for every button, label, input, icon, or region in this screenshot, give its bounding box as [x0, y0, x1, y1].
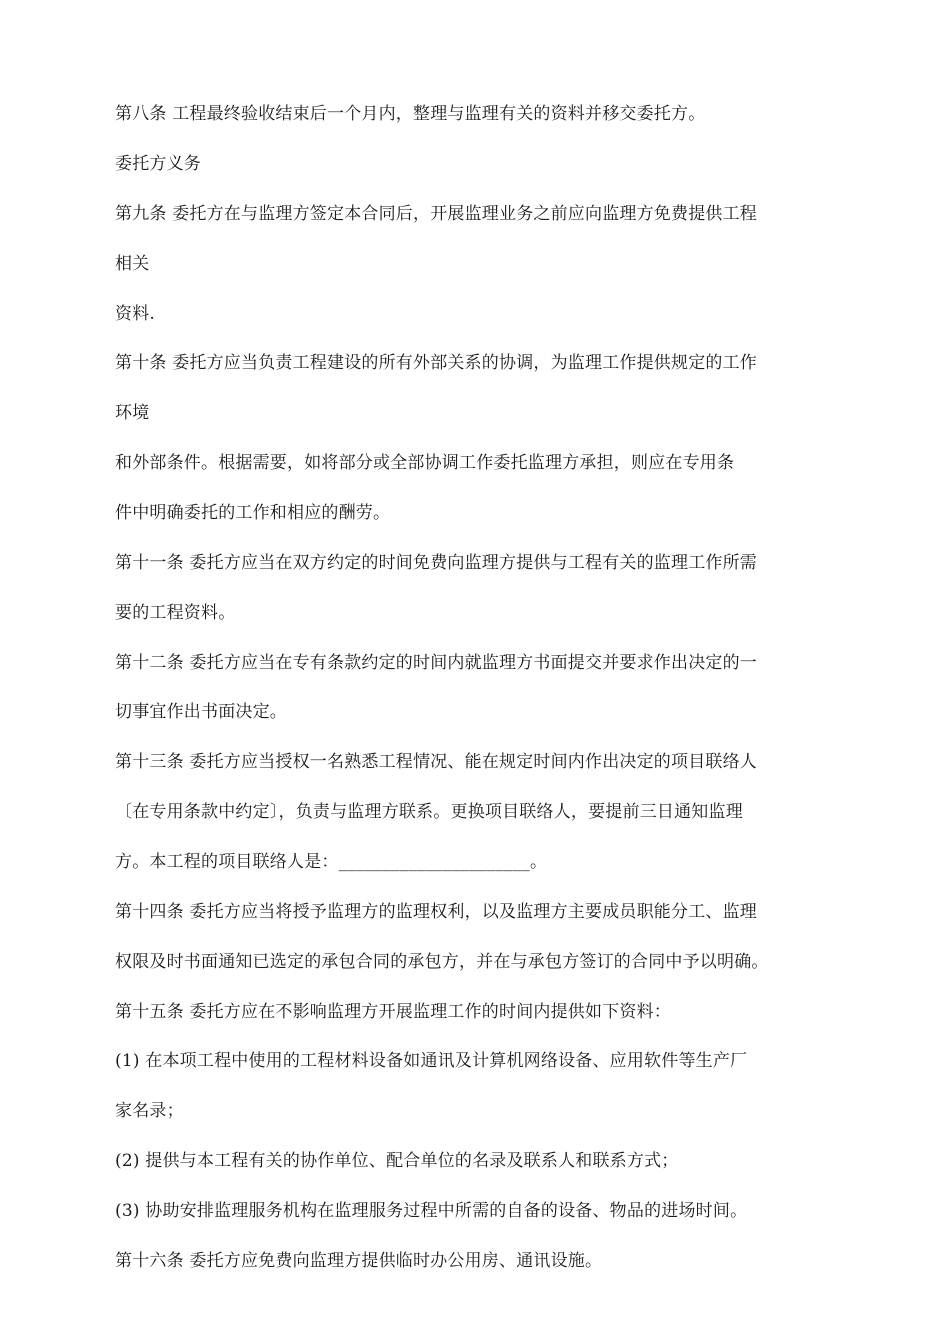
clause-14-line-2: 权限及时书面通知已选定的承包合同的承包方，并在与承包方签订的合同中予以明确。 — [115, 952, 769, 972]
clause-15-item-3: (3) 协助安排监理服务机构在监理服务过程中所需的自备的设备、物品的进场时间。 — [115, 1201, 748, 1221]
clause-15-item-2: (2) 提供与本工程有关的协作单位、配合单位的名录及联系人和联系方式； — [115, 1151, 679, 1171]
clause-9-line-2: 相关 — [115, 254, 150, 274]
clause-14-line-1: 第十四条 委托方应当将授予监理方的监理权利，以及监理方主要成员职能分工、监理 — [115, 902, 758, 922]
clause-13-line-1: 第十三条 委托方应当授权一名熟悉工程情况、能在规定时间内作出决定的项目联络人 — [115, 752, 758, 772]
clause-12-line-1: 第十二条 委托方应当在专有条款约定的时间内就监理方书面提交并要求作出决定的一 — [115, 653, 758, 673]
clause-11-line-2: 要的工程资料。 — [115, 603, 236, 623]
clause-16-line-1: 第十六条 委托方应免费向监理方提供临时办公用房、通讯设施。 — [115, 1251, 603, 1271]
clause-10-line-2: 环境 — [115, 403, 150, 423]
clause-9-line-3: 资料. — [115, 304, 156, 324]
clause-10-line-4: 件中明确委托的工作和相应的酬劳。 — [115, 503, 391, 523]
clause-15-item-1-line-2: 家名录； — [115, 1101, 184, 1121]
clause-8-line: 第八条 工程最终验收结束后一个月内，整理与监理有关的资料并移交委托方。 — [115, 104, 706, 124]
clause-13-line-2: 〔在专用条款中约定〕，负责与监理方联系。更换项目联络人，要提前三日通知监理 — [115, 802, 743, 822]
clause-15-line-1: 第十五条 委托方应在不影响监理方开展监理工作的时间内提供如下资料： — [115, 1002, 672, 1022]
clause-15-item-1-line-1: (1) 在本项工程中使用的工程材料设备如通讯及计算机网络设备、应用软件等生产厂 — [115, 1051, 748, 1071]
clause-11-line-1: 第十一条 委托方应当在双方约定的时间免费向监理方提供与工程有关的监理工作所需 — [115, 553, 758, 573]
clause-12-line-2: 切事宜作出书面决定。 — [115, 702, 287, 722]
clause-10-line-1: 第十条 委托方应当负责工程建设的所有外部关系的协调，为监理工作提供规定的工作 — [115, 353, 758, 373]
section-heading-client-obligations: 委托方义务 — [115, 154, 201, 174]
clause-13-line-3: 方。本工程的项目联络人是：______________________。 — [115, 852, 548, 872]
clause-10-line-3: 和外部条件。根据需要，如将部分或全部协调工作委托监理方承担，则应在专用条 — [115, 453, 735, 473]
clause-9-line-1: 第九条 委托方在与监理方签定本合同后，开展监理业务之前应向监理方免费提供工程 — [115, 204, 758, 224]
